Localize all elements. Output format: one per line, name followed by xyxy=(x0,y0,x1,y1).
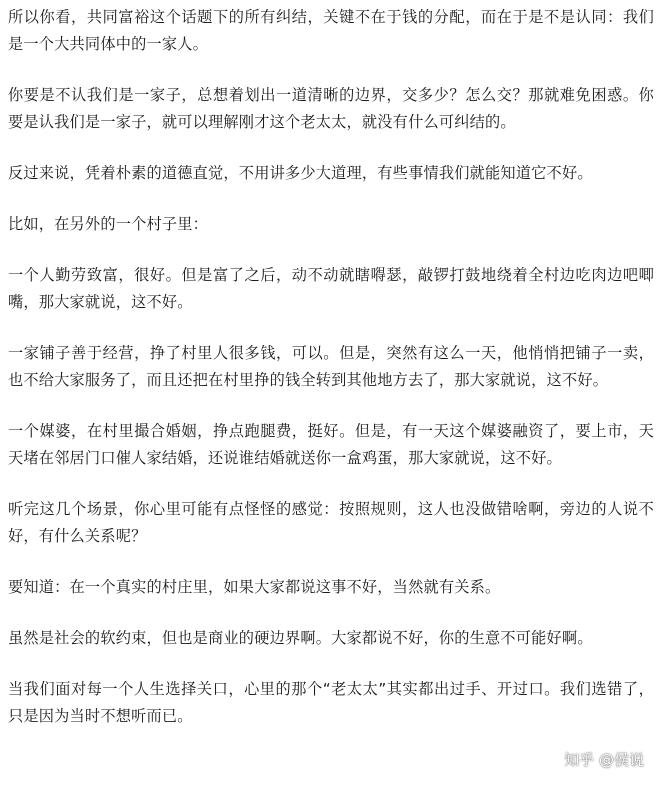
paragraph-9: 要知道：在一个真实的村庄里，如果大家都说这事不好，当然就有关系。 xyxy=(8,578,501,596)
paragraph-11: 当我们面对每一个人生选择关口，心里的那个“老太太”其实都出过手、开过口。我们选错了，只是因为当时不想听而已。 xyxy=(8,680,654,725)
paragraph-2: 你要是不认我们是一家子，总想着划出一道清晰的边界，交多少？怎么交？那就难免困惑。你要是认我们是一家子，就可以理解刚才这个老太太，就没有什么可纠结的。 xyxy=(8,86,654,131)
paragraph-10: 虽然是社会的软约束，但也是商业的硬边界啊。大家都说不好，你的生意不可能好啊。 xyxy=(8,629,593,647)
paragraph-7: 一个媒婆，在村里撮合婚姻，挣点跑腿费，挺好。但是，有一天这个媒婆融资了，要上市，天天堵在邻居门口催人家结婚，还说谁结婚就送你一盒鸡蛋，那大家就说，这不好。 xyxy=(8,422,654,467)
zhihu-watermark: 知乎 @侯说 xyxy=(564,751,644,769)
paragraph-4: 比如，在另外的一个村子里： xyxy=(8,215,209,233)
article-body xyxy=(8,4,654,730)
paragraph-6: 一家铺子善于经营，挣了村里人很多钱，可以。但是，突然有这么一天，他悄悄把铺子一卖，也不给大家服务了，而且还把在村里挣的钱全转到其他地方去了，那大家就说，这不好。 xyxy=(8,344,654,389)
paragraph-5: 一个人勤劳致富，很好。但是富了之后，动不动就瞎嘚瑟，敲锣打鼓地绕着全村边吃肉边吧唧嘴，那大家就说，这不好。 xyxy=(8,266,654,311)
paragraph-8: 听完这几个场景，你心里可能有点怪怪的感觉：按照规则，这人也没做错啥啊，旁边的人说不好，有什么关系呢？ xyxy=(8,500,654,545)
paragraph-1: 所以你看，共同富裕这个话题下的所有纠结，关键不在于钱的分配，而在于是不是认同：我们是一个大共同体中的一家人。 xyxy=(8,8,654,53)
paragraph-3: 反过来说，凭着朴素的道德直觉，不用讲多少大道理，有些事情我们就能知道它不好。 xyxy=(8,164,593,182)
